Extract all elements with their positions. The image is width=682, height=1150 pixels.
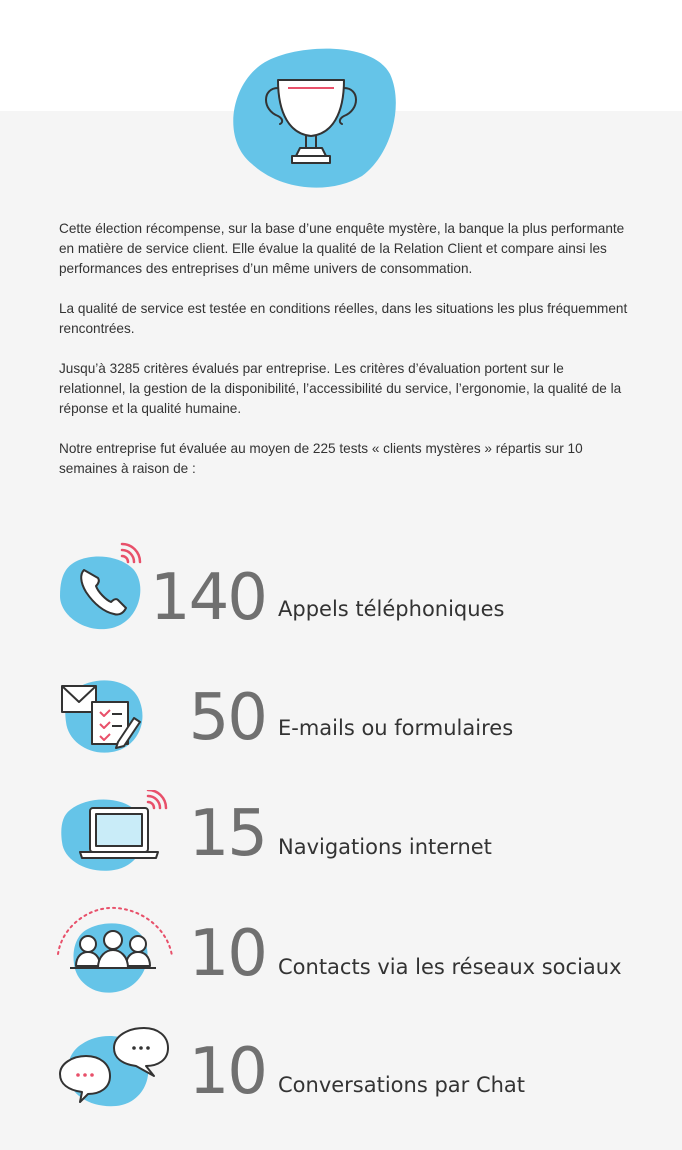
stat-number: 10 [188,917,266,991]
intro-paragraph: La qualité de service est testée en conditions réelles, dans les situations les plus fréquemment rencontrées. [59,301,628,336]
email-form-icon [56,672,176,772]
stat-number: 140 [149,561,266,635]
stat-row-chat [0,1024,682,1124]
stat-number: 15 [188,797,266,871]
stat-row-calls [0,540,682,640]
stat-label: E-mails ou formulaires [278,716,514,740]
stat-label: Conversations par Chat [278,1073,526,1097]
intro-text [59,219,629,499]
intro-paragraph: Cette élection récompense, sur la base d’une enquête mystère, la banque la plus performante en matière de service client. Elle évalue la qualité de la Relation Client et compare ainsi les performances des entreprises d’un même univers de consommation. [59,221,625,276]
stat-row-internet [0,790,682,890]
stat-row-emails [0,672,682,772]
social-network-icon [56,906,176,1006]
laptop-icon [56,790,176,890]
chat-icon [56,1024,176,1124]
intro-paragraph: Jusqu’à 3285 critères évalués par entreprise. Les critères d’évaluation portent sur le relationnel, la gestion de la disponibilité, l’accessibilité du service, l’ergonomie, la qualité de la réponse et la qualité humaine. [59,361,622,416]
stat-label: Appels téléphoniques [278,597,505,621]
stat-row-social [0,906,682,1006]
stat-number: 10 [188,1035,266,1109]
stat-label: Contacts via les réseaux sociaux [278,955,622,979]
intro-paragraph: Notre entreprise fut évaluée au moyen de 225 tests « clients mystères » répartis sur 10 semaines à raison de : [59,441,583,476]
stat-label: Navigations internet [278,835,492,859]
stat-number: 50 [188,681,266,755]
trophy-icon [222,44,400,192]
